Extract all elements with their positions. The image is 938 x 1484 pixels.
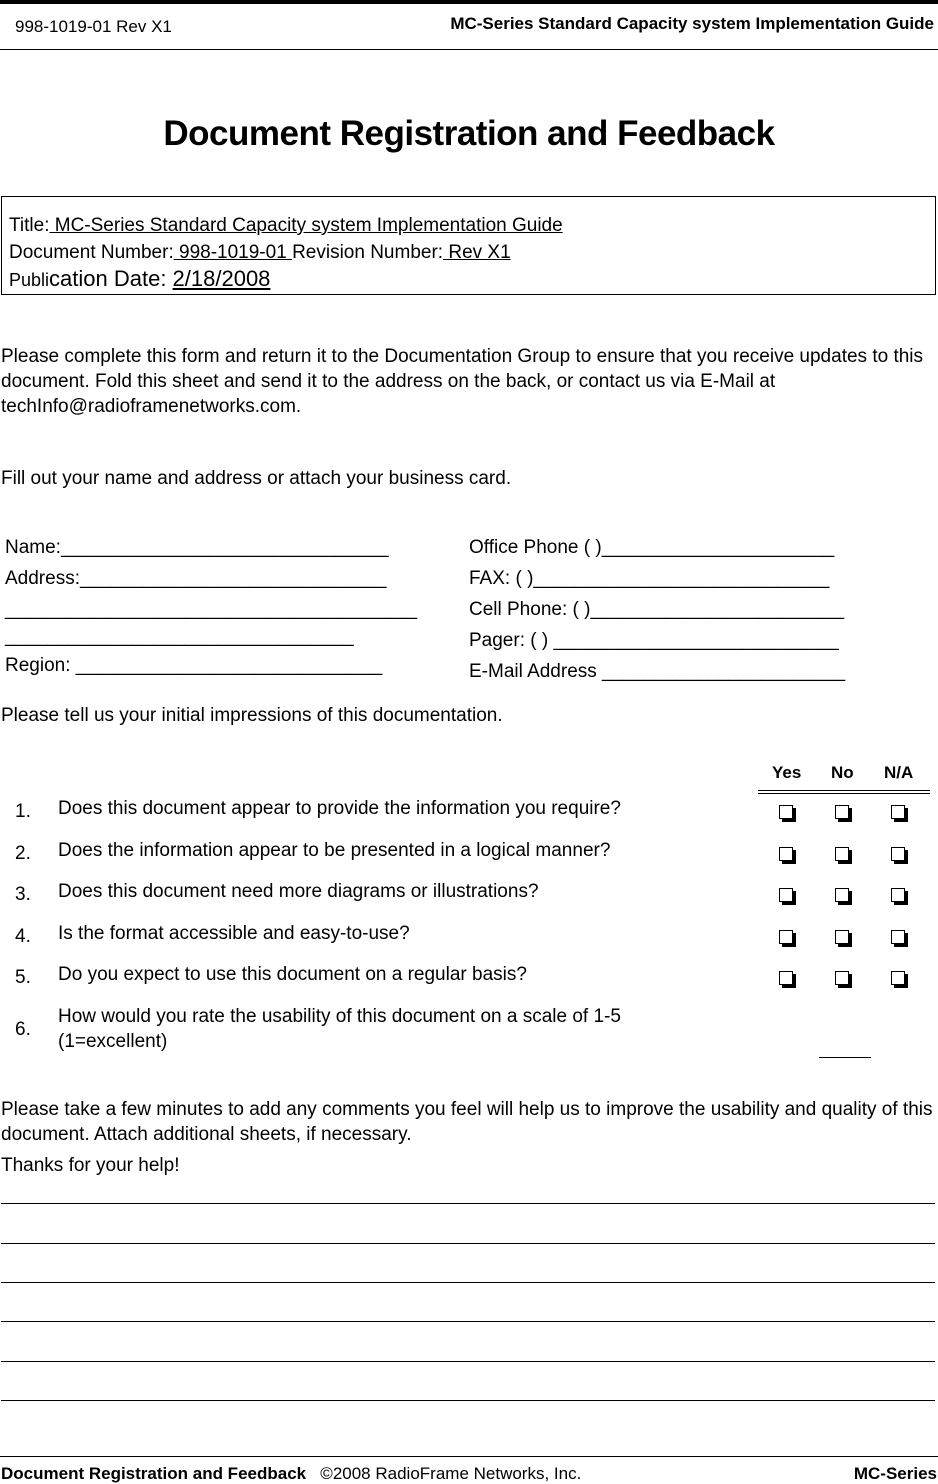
q1-na-checkbox[interactable] [891, 805, 905, 819]
comment-line[interactable] [1, 1400, 935, 1401]
address-line-3-field[interactable]: _________________________________ [5, 626, 354, 647]
doc-title-line [9, 215, 563, 237]
footer-section-title: Document Registration and Feedback [1, 1464, 307, 1483]
page-title: Document Registration and Feedback [163, 114, 775, 153]
column-na-header: N/A [884, 763, 914, 782]
rating-answer-line[interactable] [819, 1057, 871, 1058]
question-number: 4. [15, 926, 31, 947]
q3-no-checkbox[interactable] [835, 888, 849, 902]
column-yes-header: Yes [772, 763, 802, 782]
comment-line[interactable] [1, 1243, 935, 1244]
table-header-rule [758, 790, 930, 794]
address-line-2-field[interactable]: _______________________________________ [5, 599, 418, 620]
question-text: Do you expect to use this document on a regular basis? [58, 964, 527, 985]
fax-field[interactable]: FAX: ( )____________________________ [469, 568, 830, 589]
header-divider [0, 49, 938, 50]
question-text: How would you rate the usability of this document on a scale of 1-5 (1=excellent) [58, 1006, 621, 1052]
header-top-rule [0, 0, 938, 4]
office-phone-field[interactable]: Office Phone ( )______________________ [469, 537, 835, 558]
q3-na-checkbox[interactable] [891, 888, 905, 902]
address-field[interactable]: Address:_____________________________ [5, 568, 387, 589]
footer-copyright: ©2008 RadioFrame Networks, Inc. [320, 1464, 582, 1483]
q2-yes-checkbox[interactable] [779, 847, 793, 861]
doc-title-value: MC-Series Standard Capacity system Implementation Guide [49, 215, 563, 236]
pub-label-small: Publi [9, 270, 50, 290]
intro-paragraph: Please complete this form and return it to the Documentation Group to ensure that you receive updates to this document. Fold this sheet and send it to the address on the back, or contact us via E-Mail at techInfo@radioframenetworks.com. [1, 346, 924, 417]
doc-number-value: 998-1019-01 [173, 242, 293, 263]
footer-left [1, 1464, 581, 1484]
comments-prompt: Please take a few minutes to add any comments you feel will help us to improve the usability and quality of this document. Attach additional sheets, if necessary. [1, 1099, 933, 1145]
doc-number-label: Document Number: [9, 242, 174, 263]
doc-number-line [9, 242, 511, 264]
revision-value: Rev X1 [443, 242, 511, 263]
publication-date-line [9, 266, 270, 292]
email-field[interactable]: E-Mail Address _______________________ [469, 661, 846, 682]
q1-no-checkbox[interactable] [835, 805, 849, 819]
question-number: 2. [15, 843, 31, 864]
header-guide-title: MC-Series Standard Capacity system Implementation Guide [450, 14, 934, 33]
q2-no-checkbox[interactable] [835, 847, 849, 861]
q2-na-checkbox[interactable] [891, 847, 905, 861]
question-number: 6. [15, 1019, 31, 1040]
doc-title-label: Title: [9, 215, 50, 236]
question-text: Does this document appear to provide the information you require? [58, 798, 621, 819]
name-field[interactable]: Name:_______________________________ [5, 537, 389, 558]
column-no-header: No [831, 763, 854, 782]
pub-label-large: cation Date: [49, 266, 173, 291]
comment-line[interactable] [1, 1321, 935, 1322]
comment-line[interactable] [1, 1361, 935, 1362]
comment-line[interactable] [1, 1282, 935, 1283]
q4-no-checkbox[interactable] [835, 930, 849, 944]
region-field[interactable]: Region: _____________________________ [5, 655, 383, 676]
question-number: 5. [15, 967, 31, 988]
footer-divider [0, 1456, 938, 1457]
q5-yes-checkbox[interactable] [779, 971, 793, 985]
question-text: Is the format accessible and easy-to-use? [58, 923, 410, 944]
publication-date-value: 2/18/2008 [172, 266, 271, 291]
impressions-prompt: Please tell us your initial impressions of this documentation. [1, 705, 503, 726]
cell-phone-field[interactable]: Cell Phone: ( )________________________ [469, 599, 845, 620]
footer-series: MC-Series [853, 1464, 937, 1483]
question-text: Does the information appear to be presented in a logical manner? [58, 840, 611, 861]
question-text: Does this document need more diagrams or illustrations? [58, 881, 539, 902]
q1-yes-checkbox[interactable] [779, 805, 793, 819]
header-doc-number: 998-1019-01 Rev X1 [15, 17, 172, 36]
thanks-text: Thanks for your help! [1, 1155, 180, 1176]
q4-na-checkbox[interactable] [891, 930, 905, 944]
q3-yes-checkbox[interactable] [779, 888, 793, 902]
q4-yes-checkbox[interactable] [779, 930, 793, 944]
pager-field[interactable]: Pager: ( ) ___________________________ [469, 630, 839, 651]
question-number: 3. [15, 884, 31, 905]
question-number: 1. [15, 801, 31, 822]
revision-label: Revision Number: [292, 242, 444, 263]
comment-line[interactable] [1, 1203, 935, 1204]
fill-out-instruction: Fill out your name and address or attach your business card. [1, 468, 512, 489]
q5-na-checkbox[interactable] [891, 971, 905, 985]
document-info-box [1, 196, 936, 295]
q5-no-checkbox[interactable] [835, 971, 849, 985]
